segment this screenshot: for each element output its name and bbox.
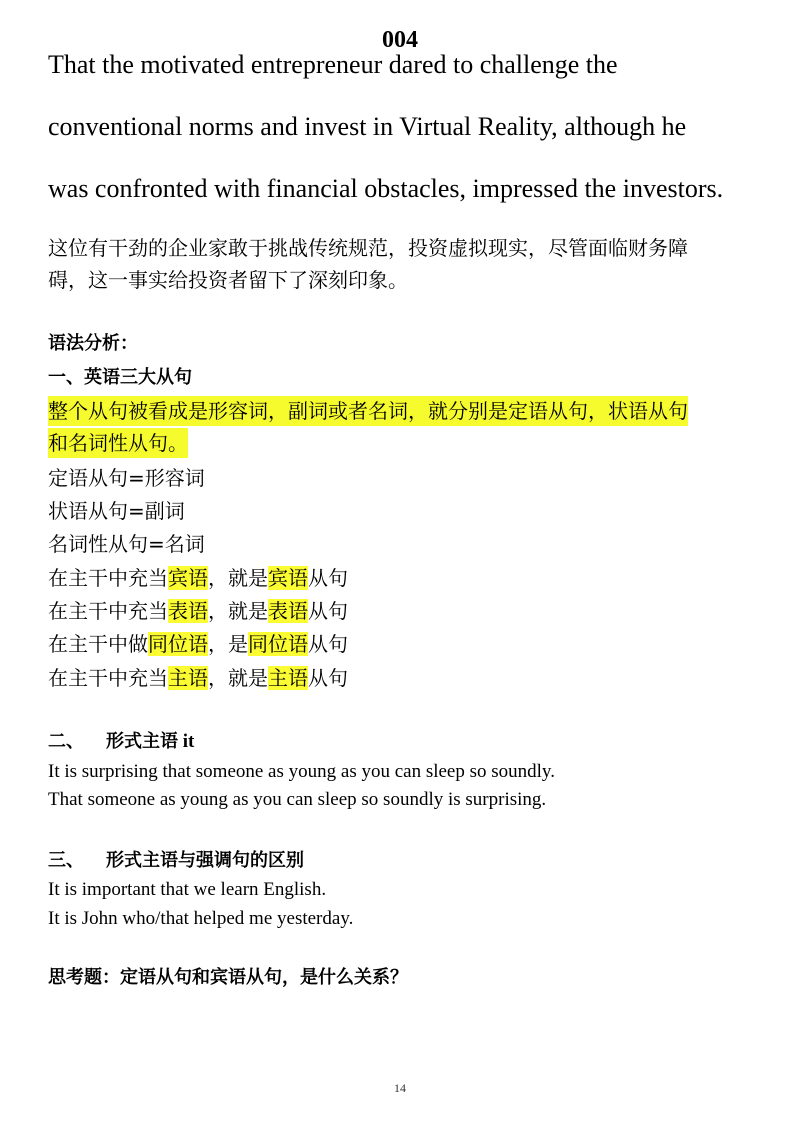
role-prefix: 在主干中充当	[48, 566, 168, 590]
chinese-translation-line-2: 碍，这一事实给投资者留下了深刻印象。	[48, 268, 408, 292]
section1-heading: 一、英语三大从句	[48, 367, 192, 388]
role-middle: ，是	[208, 632, 248, 656]
equation-line-adverbial: 状语从句=副词	[48, 499, 185, 523]
section3-example-1: It is important that we learn English.	[48, 879, 327, 900]
section2-example-1: It is surprising that someone as young as you can sleep so soundly.	[48, 761, 555, 782]
role-prefix: 在主干中做	[48, 632, 148, 656]
role-suffix: 从句	[308, 632, 348, 656]
highlighted-role: 主语	[268, 666, 308, 690]
role-suffix: 从句	[308, 599, 348, 623]
english-sentence-line-3: was confronted with financial obstacles, impressed the investors.	[48, 174, 724, 203]
english-sentence-line-1: That the motivated entrepreneur dared to challenge the	[48, 50, 618, 79]
highlighted-summary-line-2: 和名词性从句。	[48, 428, 188, 458]
role-middle: ，就是	[208, 566, 268, 590]
role-prefix: 在主干中充当	[48, 666, 168, 690]
role-line-object	[48, 564, 348, 592]
role-middle: ，就是	[208, 666, 268, 690]
chinese-translation-line-1: 这位有干劲的企业家敢于挑战传统规范，投资虚拟现实，尽管面临财务障	[48, 236, 688, 260]
english-sentence-line-2: conventional norms and invest in Virtual Reality, although he	[48, 112, 687, 141]
highlighted-role: 同位语	[248, 632, 308, 656]
highlighted-role: 表语	[168, 599, 208, 623]
section2-example-2: That someone as young as you can sleep so soundly is surprising.	[48, 789, 547, 810]
page-number: 14	[394, 1081, 406, 1095]
equation-line-nominal: 名词性从句=名词	[48, 532, 205, 556]
highlighted-role: 宾语	[268, 566, 308, 590]
role-prefix: 在主干中充当	[48, 599, 168, 623]
section2-number: 二、	[48, 731, 84, 752]
role-middle: ，就是	[208, 599, 268, 623]
section2-heading-cn: 形式主语	[106, 731, 178, 752]
role-suffix: 从句	[308, 566, 348, 590]
section3-heading-text: 形式主语与强调句的区别	[106, 850, 304, 871]
section3-example-2: It is John who/that helped me yesterday.	[48, 908, 354, 929]
section3-number: 三、	[48, 850, 84, 871]
sentence-number: 004	[382, 27, 418, 53]
role-line-appositive	[48, 630, 348, 658]
role-line-predicative	[48, 597, 348, 625]
role-line-subject	[48, 664, 348, 692]
highlighted-role: 主语	[168, 666, 208, 690]
highlighted-role: 表语	[268, 599, 308, 623]
section2-heading	[48, 729, 194, 755]
thinking-question: 思考题：定语从句和宾语从句，是什么关系？	[48, 967, 408, 988]
grammar-title: 语法分析：	[48, 333, 138, 354]
highlighted-summary-line-1: 整个从句被看成是形容词，副词或者名词，就分别是定语从句，状语从句	[48, 396, 688, 426]
equation-line-attributive: 定语从句=形容词	[48, 466, 205, 490]
highlighted-role: 宾语	[168, 566, 208, 590]
role-suffix: 从句	[308, 666, 348, 690]
section2-heading-en: it	[178, 731, 195, 752]
section3-heading	[48, 848, 304, 874]
highlighted-role: 同位语	[148, 632, 208, 656]
